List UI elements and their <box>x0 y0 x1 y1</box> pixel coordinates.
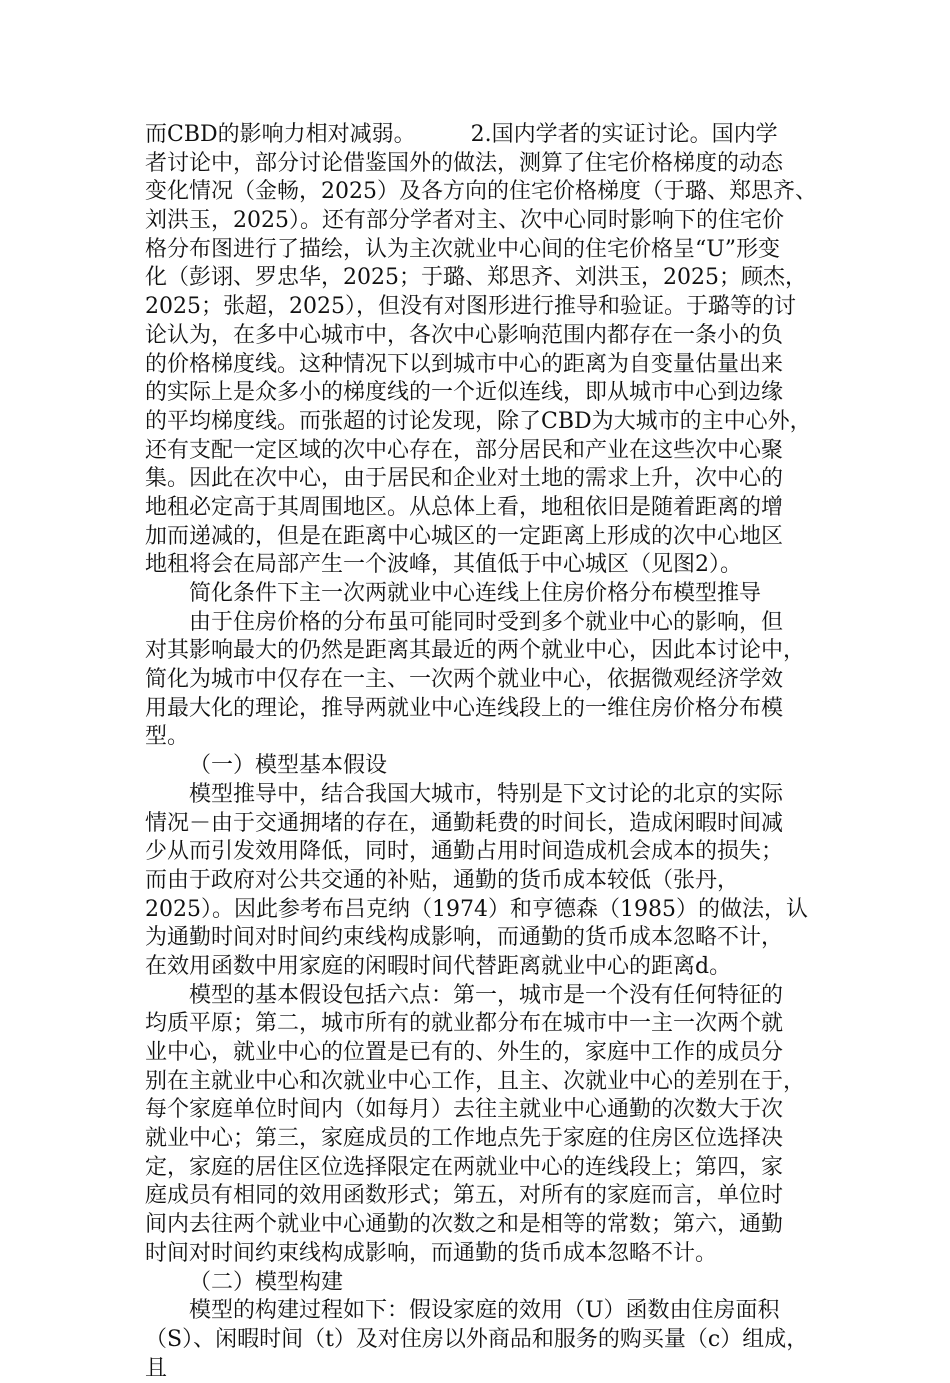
text-line: 简化为城市中仅存在一主、一次两个就业中心，依据微观经济学效 <box>145 667 784 693</box>
subsection-heading: （二）模型构建 <box>189 1269 344 1295</box>
text-line: 每个家庭单位时间内（如每月）去往主就业中心通勤的次数大于次 <box>145 1097 784 1123</box>
text-line: 集。因此在次中心，由于居民和企业对土地的需求上升，次中心的 <box>145 466 784 492</box>
text-line: 的实际上是众多小的梯度线的一个近似连线，即从城市中心到边缘 <box>145 380 784 406</box>
text-line: 型。 <box>145 724 190 750</box>
text-line: 用最大化的理论，推导两就业中心连线段上的一维住房价格分布模 <box>145 695 784 721</box>
text-line: 2025）。因此参考布吕克纳（1974）和亨德森（1985）的做法，认 <box>145 896 808 922</box>
text-line: 而由于政府对公共交通的补贴，通勤的货币成本较低（张丹， <box>145 867 740 893</box>
text-line: 加而递减的，但是在距离中心城区的一定距离上形成的次中心地区 <box>145 523 784 549</box>
text-line: 的价格梯度线。这种情况下以到城市中心的距离为自变量估量出来 <box>145 351 784 377</box>
subsection-heading: （一）模型基本假设 <box>189 753 388 779</box>
text-line: 变化情况（金畅，2025）及各方向的住宅价格梯度（于璐、郑思齐、 <box>145 179 817 205</box>
text-line: 地租必定高于其周围地区。从总体上看，地租依旧是随着距离的增 <box>145 494 784 520</box>
section-heading: 简化条件下主一次两就业中心连线上住房价格分布模型推导 <box>189 581 762 606</box>
text-line: 定，家庭的居住区位选择限定在两就业中心的连线段上；第四，家 <box>145 1154 784 1180</box>
text-line: 模型的基本假设包括六点：第一，城市是一个没有任何特征的 <box>189 982 784 1008</box>
text-line: 且 <box>145 1355 168 1381</box>
text-line: 模型的构建过程如下：假设家庭的效用（U）函数由住房面积 <box>189 1298 780 1324</box>
text-line: 而CBD的影响力相对减弱。 2.国内学者的实证讨论。国内学 <box>145 122 778 147</box>
text-line: 情况－由于交通拥堵的存在，通勤耗费的时间长，造成闲暇时间减 <box>145 810 784 836</box>
text-line: 的平均梯度线。而张超的讨论发现，除了CBD为大城市的主中心外， <box>145 408 812 434</box>
text-line: 在效用函数中用家庭的闲暇时间代替距离就业中心的距离d。 <box>145 953 732 979</box>
text-line: 均质平原；第二，城市所有的就业都分布在城市中一主一次两个就 <box>145 1011 784 1037</box>
text-line: 为通勤时间对时间约束线构成影响，而通勤的货币成本忽略不计， <box>145 925 784 951</box>
text-line: 时间对时间约束线构成影响，而通勤的货币成本忽略不计。 <box>145 1240 718 1266</box>
text-line: 还有支配一定区域的次中心存在，部分居民和产业在这些次中心聚 <box>145 437 784 463</box>
text-line: 模型推导中，结合我国大城市，特别是下文讨论的北京的实际 <box>189 781 784 807</box>
text-line: 地租将会在局部产生一个波峰，其值低于中心城区（见图2）。 <box>145 552 742 578</box>
text-line: 对其影响最大的仍然是距离其最近的两个就业中心，因此本讨论中， <box>145 638 806 664</box>
text-line: 间内去往两个就业中心通勤的次数之和是相等的常数；第六，通勤 <box>145 1212 784 1238</box>
text-line: 者讨论中，部分讨论借鉴国外的做法，测算了住宅价格梯度的动态 <box>145 150 784 176</box>
text-line: 庭成员有相同的效用函数形式；第五，对所有的家庭而言，单位时 <box>145 1183 784 1209</box>
text-line: 少从而引发效用降低，同时，通勤占用时间造成机会成本的损失； <box>145 839 784 865</box>
text-line: 业中心，就业中心的位置是已有的、外生的，家庭中工作的成员分 <box>145 1040 784 1065</box>
document-body <box>145 121 815 1383</box>
text-line: （S）、闲暇时间（t）及对住房以外商品和服务的购买量（c）组成， <box>145 1326 809 1352</box>
text-line: 刘洪玉，2025）。还有部分学者对主、次中心同时影响下的住宅价 <box>145 208 784 234</box>
text-line: 2025；张超，2025），但没有对图形进行推导和验证。于璐等的讨 <box>145 294 796 320</box>
text-line: 论认为，在多中心城市中，各次中心影响范围内都存在一条小的负 <box>145 322 784 348</box>
text-line: 就业中心；第三，家庭成员的工作地点先于家庭的住房区位选择决 <box>145 1126 784 1152</box>
text-line: 别在主就业中心和次就业中心工作，且主、次就业中心的差别在于， <box>145 1068 806 1094</box>
text-line: 化（彭诩、罗忠华，2025；于璐、郑思齐、刘洪玉，2025；顾杰， <box>145 265 807 291</box>
text-line: 由于住房价格的分布虽可能同时受到多个就业中心的影响，但 <box>189 609 784 635</box>
text-line: 格分布图进行了描绘，认为主次就业中心间的住宅价格呈“U”形变 <box>145 236 781 262</box>
